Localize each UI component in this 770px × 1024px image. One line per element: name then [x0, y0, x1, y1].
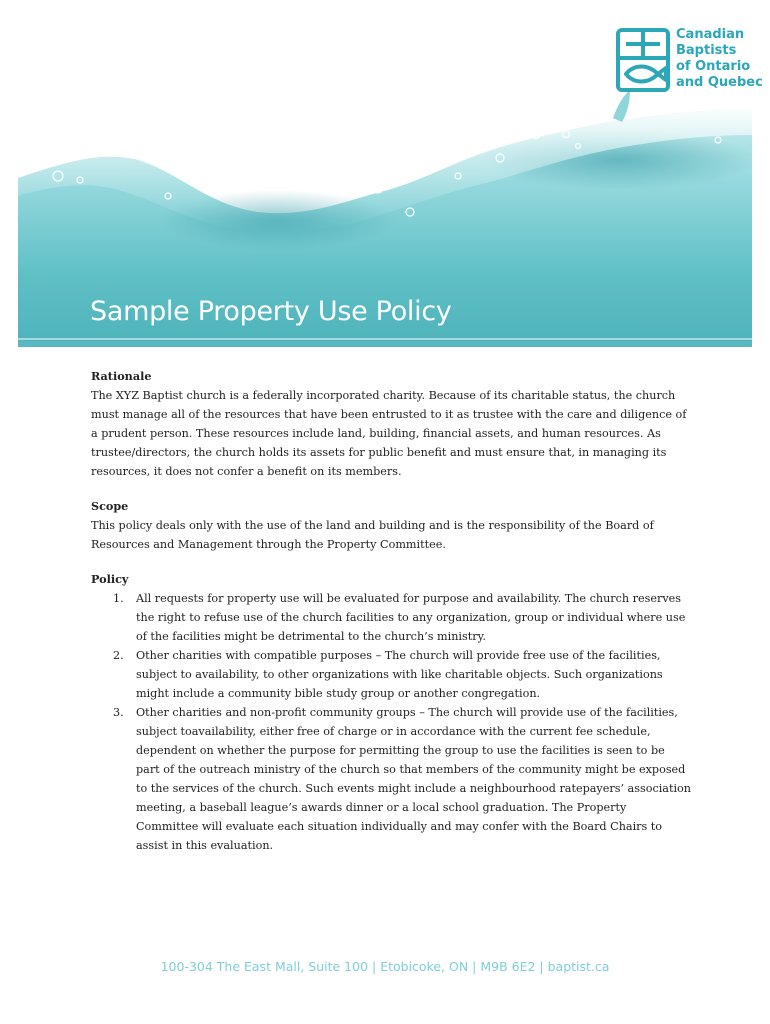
footer-address: 100-304 The East Mall, Suite 100 | Etobicoke, ON | M9B 6E2 | baptist.ca: [160, 959, 610, 974]
policy-content: [91, 367, 691, 871]
rationale-text: The XYZ Baptist church is a federally incorporated charity. Because of its charitable status, the church must manage all of the resources that have been entrusted to it as trustee with the care and diligence of a prudent person. These resources include land, building, financial assets, and human resources. As trustee/directors, the church holds its assets for public benefit and must ensure that, in managing its resources, it does not confer a benefit on its members.: [91, 389, 687, 478]
policy-item-text: Other charities and non-profit community groups – The church will provide use of the facilities, subject toavailability, either free of charge or in accordance with the current fee schedule, dependent on whether the purpose for permitting the group to use the facilities is seen to be part of the outreach ministry of the church so that members of the community might be exposed to the services of the church. Such events might include a neighbourhood ratepayers’ association meeting, a baseball league’s awards dinner or a local school graduation. The Property Committee will evaluate each situation individually and may confer with the Board Chairs to assist in this evaluation.: [136, 706, 691, 852]
policy-item-number: 3.: [113, 706, 124, 719]
page-title: Sample Property Use Policy: [90, 296, 452, 327]
scope-section: [91, 497, 691, 554]
logo-line-2: Baptists: [676, 43, 737, 58]
scope-heading: Scope: [91, 499, 129, 513]
policy-item: [91, 646, 691, 703]
policy-item: [91, 703, 691, 855]
logo-line-4: and Quebec: [676, 75, 763, 90]
policy-item-number: 2.: [113, 649, 124, 662]
policy-list: [91, 589, 691, 855]
rationale-section: [91, 367, 691, 481]
policy-heading: Policy: [91, 572, 129, 586]
organization-logo: [614, 26, 770, 96]
logo-line-1: Canadian: [676, 27, 745, 42]
policy-item: [91, 589, 691, 646]
scope-text: This policy deals only with the use of the land and building and is the responsibility of the Board of Resources and Management through the Property Committee.: [91, 519, 654, 551]
logo-wordmark: [676, 27, 763, 91]
policy-item-number: 1.: [113, 592, 124, 605]
policy-item-text: All requests for property use will be evaluated for purpose and availability. The church reserves the right to refuse use of the church facilities to any organization, group or individual where use of the facilities might be detrimental to the church’s ministry.: [136, 592, 686, 643]
cross-fish-logo-icon: [614, 26, 672, 94]
title-divider: [18, 341, 752, 347]
rationale-heading: Rationale: [91, 369, 152, 383]
policy-item-text: Other charities with compatible purposes – The church will provide free use of the facilities, subject to availability, to other organizations with like charitable objects. Such organizations might include a community bible study group or another congregation.: [136, 649, 663, 700]
policy-section: [91, 570, 691, 855]
title-divider-light: [18, 338, 752, 340]
logo-line-3: of Ontario: [676, 59, 751, 74]
